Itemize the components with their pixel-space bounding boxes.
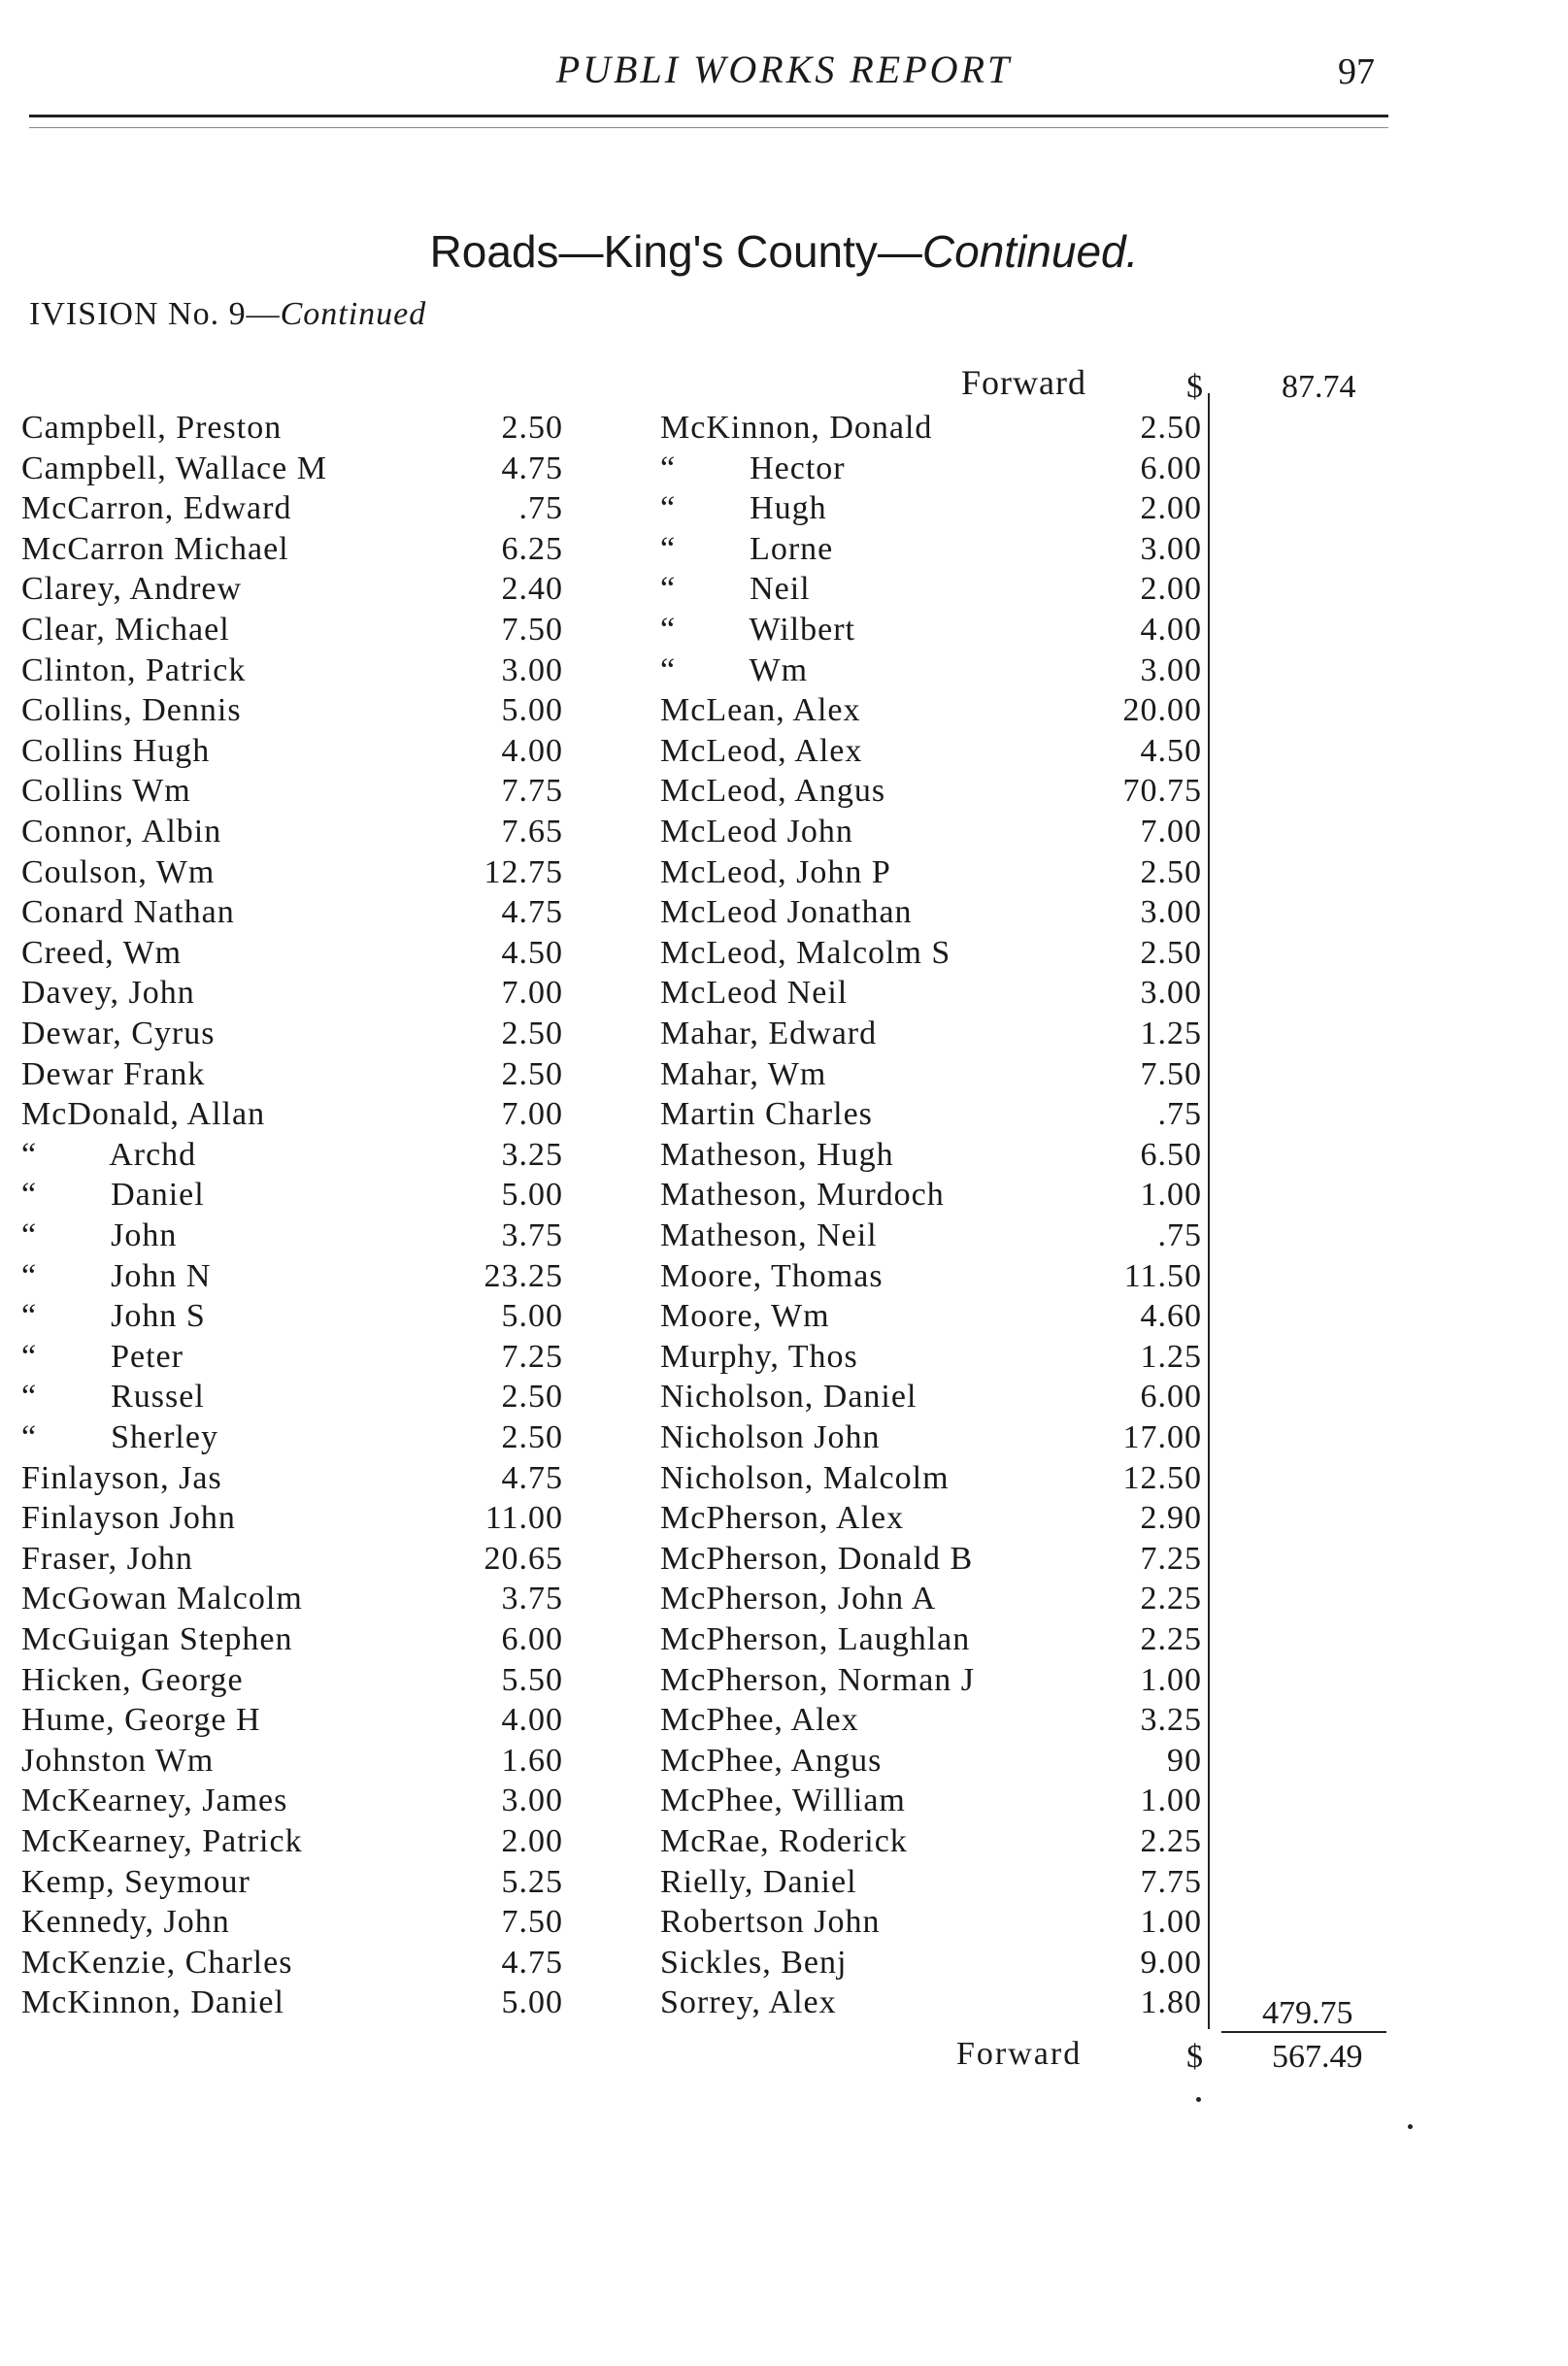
column-subtotal: 479.75 bbox=[1262, 1995, 1353, 2031]
right-name: McPhee, William bbox=[660, 1783, 906, 1819]
left-name: McKearney, James bbox=[21, 1783, 288, 1819]
right-name: McKinnon, Donald bbox=[660, 410, 933, 446]
right-name: Moore, Thomas bbox=[660, 1257, 884, 1294]
right-amount: 1.25 bbox=[1140, 1016, 1202, 1051]
left-amount: 5.00 bbox=[501, 1298, 563, 1335]
left-name: Hume, George H bbox=[21, 1702, 261, 1739]
section-title-italic: Continued. bbox=[921, 226, 1139, 277]
section-title bbox=[0, 225, 1568, 278]
left-name: Clear, Michael bbox=[21, 612, 230, 648]
right-name: Nicholson John bbox=[660, 1419, 881, 1455]
right-name: Sorrey, Alex bbox=[660, 1984, 837, 2021]
right-name: “ Neil bbox=[660, 571, 811, 608]
left-name: Dewar, Cyrus bbox=[21, 1016, 216, 1051]
left-name: Clarey, Andrew bbox=[21, 571, 243, 608]
left-amount: 7.00 bbox=[501, 975, 563, 1012]
amount-column-rule bbox=[1208, 393, 1210, 2029]
left-amount: 5.00 bbox=[501, 1984, 563, 2021]
header-rule bbox=[29, 115, 1388, 117]
right-amount: .75 bbox=[1157, 1217, 1202, 1253]
right-name: McPherson, Donald B bbox=[660, 1540, 974, 1577]
right-amount: 6.00 bbox=[1140, 1379, 1202, 1416]
print-speck bbox=[1196, 2097, 1201, 2102]
forward-bottom-label: Forward bbox=[956, 2036, 1083, 2072]
right-name: McPherson, Alex bbox=[660, 1500, 905, 1537]
division-label: IVISION No. 9— bbox=[29, 296, 281, 332]
left-amount: .75 bbox=[518, 490, 563, 527]
left-amount: 4.00 bbox=[501, 1702, 563, 1739]
left-amount: 11.00 bbox=[484, 1500, 563, 1537]
left-amount: 12.75 bbox=[484, 853, 563, 890]
left-name: Hicken, George bbox=[21, 1661, 244, 1698]
left-amount: 2.50 bbox=[501, 1419, 563, 1455]
right-name: Murphy, Thos bbox=[660, 1338, 858, 1375]
right-amount: 2.90 bbox=[1140, 1500, 1202, 1537]
right-amount: 2.50 bbox=[1140, 853, 1202, 890]
right-amount: 6.00 bbox=[1140, 450, 1202, 486]
right-amount: 7.50 bbox=[1140, 1055, 1202, 1092]
right-amount: 1.00 bbox=[1140, 1904, 1202, 1941]
left-amount: 7.65 bbox=[501, 814, 563, 850]
left-name: Conard Nathan bbox=[21, 894, 235, 931]
right-amount: 1.00 bbox=[1140, 1783, 1202, 1819]
left-name: Davey, John bbox=[21, 975, 195, 1012]
left-name: Kemp, Seymour bbox=[21, 1863, 250, 1900]
right-amount: 2.25 bbox=[1140, 1581, 1202, 1617]
left-name: “ Peter bbox=[21, 1338, 183, 1375]
left-name: Campbell, Preston bbox=[21, 410, 283, 446]
right-name: Nicholson, Malcolm bbox=[660, 1459, 950, 1496]
right-name: Matheson, Hugh bbox=[660, 1136, 894, 1173]
right-amount: 70.75 bbox=[1122, 773, 1202, 810]
left-name: Dewar Frank bbox=[21, 1055, 206, 1092]
left-name: McKenzie, Charles bbox=[21, 1944, 293, 1981]
left-name: Johnston Wm bbox=[21, 1742, 215, 1779]
left-name: Coulson, Wm bbox=[21, 853, 216, 890]
left-amount: 20.65 bbox=[484, 1540, 563, 1577]
right-amount: 7.00 bbox=[1140, 814, 1202, 850]
left-amount: 7.25 bbox=[501, 1338, 563, 1375]
header-rule-thin bbox=[29, 127, 1388, 128]
subtotal-rule bbox=[1221, 2031, 1386, 2033]
right-amount: 3.25 bbox=[1140, 1702, 1202, 1739]
division-heading bbox=[29, 296, 426, 333]
right-name: Sickles, Benj bbox=[660, 1944, 848, 1981]
left-name: “ John S bbox=[21, 1298, 206, 1335]
right-amount: 4.60 bbox=[1140, 1298, 1202, 1335]
right-name: Mahar, Edward bbox=[660, 1016, 878, 1051]
print-speck bbox=[1408, 2124, 1413, 2129]
left-name: McGuigan Stephen bbox=[21, 1621, 293, 1657]
right-name: Moore, Wm bbox=[660, 1298, 830, 1335]
left-amount: 3.25 bbox=[501, 1136, 563, 1173]
section-title-main: Roads—King's County— bbox=[429, 226, 922, 277]
right-name: “ Wm bbox=[660, 651, 809, 688]
right-amount: 12.50 bbox=[1122, 1459, 1202, 1496]
right-name: Martin Charles bbox=[660, 1096, 873, 1133]
left-name: Kennedy, John bbox=[21, 1904, 230, 1941]
right-name: McLeod Jonathan bbox=[660, 894, 913, 931]
right-name: McLeod, Alex bbox=[660, 732, 863, 769]
right-amount: 3.00 bbox=[1140, 530, 1202, 567]
left-amount: 4.75 bbox=[501, 1459, 563, 1496]
right-amount: 2.25 bbox=[1140, 1823, 1202, 1859]
right-name: “ Hector bbox=[660, 450, 846, 486]
left-amount: 5.25 bbox=[501, 1863, 563, 1900]
left-name: McDonald, Allan bbox=[21, 1096, 266, 1133]
left-name: “ John bbox=[21, 1217, 178, 1253]
right-amount: 90 bbox=[1167, 1742, 1202, 1779]
right-name: Nicholson, Daniel bbox=[660, 1379, 917, 1416]
left-amount: 3.00 bbox=[501, 651, 563, 688]
left-name: “ Archd bbox=[21, 1136, 197, 1173]
forward-top-amount: 87.74 bbox=[1282, 369, 1356, 405]
right-name: McRae, Roderick bbox=[660, 1823, 908, 1859]
right-name: “ Wilbert bbox=[660, 612, 855, 648]
left-name: “ Russel bbox=[21, 1379, 205, 1416]
right-amount: 2.50 bbox=[1140, 934, 1202, 971]
left-name: McCarron, Edward bbox=[21, 490, 292, 527]
left-amount: 4.00 bbox=[501, 732, 563, 769]
right-name: Robertson John bbox=[660, 1904, 881, 1941]
forward-top-currency: $ bbox=[1186, 369, 1203, 405]
right-amount: 4.00 bbox=[1140, 612, 1202, 648]
left-name: McCarron Michael bbox=[21, 530, 289, 567]
left-name: Fraser, John bbox=[21, 1540, 193, 1577]
left-amount: 7.50 bbox=[501, 612, 563, 648]
left-name: Collins Wm bbox=[21, 773, 191, 810]
right-amount: 1.80 bbox=[1140, 1984, 1202, 2021]
left-name: Campbell, Wallace M bbox=[21, 450, 327, 486]
right-name: McPhee, Alex bbox=[660, 1702, 859, 1739]
right-amount: 1.00 bbox=[1140, 1661, 1202, 1698]
left-amount: 2.00 bbox=[501, 1823, 563, 1859]
right-amount: 17.00 bbox=[1122, 1419, 1202, 1455]
left-name: McGowan Malcolm bbox=[21, 1581, 303, 1617]
left-amount: 2.40 bbox=[501, 571, 563, 608]
right-amount: 7.25 bbox=[1140, 1540, 1202, 1577]
left-name: McKinnon, Daniel bbox=[21, 1984, 284, 2021]
left-amount: 2.50 bbox=[501, 410, 563, 446]
right-name: McPherson, John A bbox=[660, 1581, 937, 1617]
left-amount: 7.00 bbox=[501, 1096, 563, 1133]
right-amount: 4.50 bbox=[1140, 732, 1202, 769]
left-amount: 6.25 bbox=[501, 530, 563, 567]
left-name: “ Sherley bbox=[21, 1419, 218, 1455]
left-name: Connor, Albin bbox=[21, 814, 222, 850]
left-amount: 4.75 bbox=[501, 450, 563, 486]
right-amount: 9.00 bbox=[1140, 1944, 1202, 1981]
right-amount: 6.50 bbox=[1140, 1136, 1202, 1173]
left-amount: 5.00 bbox=[501, 1177, 563, 1214]
right-name: “ Hugh bbox=[660, 490, 827, 527]
left-name: Clinton, Patrick bbox=[21, 651, 247, 688]
forward-bottom-amount: 567.49 bbox=[1272, 2039, 1363, 2075]
right-amount: .75 bbox=[1157, 1096, 1202, 1133]
left-amount: 4.75 bbox=[501, 894, 563, 931]
right-name: Matheson, Neil bbox=[660, 1217, 878, 1253]
left-amount: 7.50 bbox=[501, 1904, 563, 1941]
running-head: PUBLI WORKS REPORT bbox=[555, 48, 1013, 91]
left-name: Collins Hugh bbox=[21, 732, 211, 769]
left-name: “ Daniel bbox=[21, 1177, 205, 1214]
left-amount: 23.25 bbox=[484, 1257, 563, 1294]
left-amount: 2.50 bbox=[501, 1055, 563, 1092]
right-amount: 1.00 bbox=[1140, 1177, 1202, 1214]
right-amount: 2.50 bbox=[1140, 410, 1202, 446]
left-amount: 4.50 bbox=[501, 934, 563, 971]
right-amount: 1.25 bbox=[1140, 1338, 1202, 1375]
left-amount: 7.75 bbox=[501, 773, 563, 810]
left-name: Finlayson John bbox=[21, 1500, 236, 1537]
left-name: Collins, Dennis bbox=[21, 692, 242, 729]
right-name: Matheson, Murdoch bbox=[660, 1177, 945, 1214]
right-amount: 3.00 bbox=[1140, 651, 1202, 688]
right-name: “ Lorne bbox=[660, 530, 834, 567]
left-amount: 2.50 bbox=[501, 1016, 563, 1051]
right-amount: 3.00 bbox=[1140, 894, 1202, 931]
right-amount: 7.75 bbox=[1140, 1863, 1202, 1900]
right-name: McLeod, John P bbox=[660, 853, 891, 890]
right-name: McPherson, Laughlan bbox=[660, 1621, 971, 1657]
left-name: “ John N bbox=[21, 1257, 212, 1294]
right-name: Rielly, Daniel bbox=[660, 1863, 857, 1900]
right-name: McLeod, Malcolm S bbox=[660, 934, 951, 971]
left-amount: 3.75 bbox=[501, 1581, 563, 1617]
forward-top-label: Forward bbox=[961, 363, 1086, 402]
right-amount: 2.00 bbox=[1140, 490, 1202, 527]
right-name: McLean, Alex bbox=[660, 692, 861, 729]
division-continued: Continued bbox=[280, 296, 427, 332]
left-amount: 2.50 bbox=[501, 1379, 563, 1416]
right-amount: 20.00 bbox=[1122, 692, 1202, 729]
right-name: McPhee, Angus bbox=[660, 1742, 883, 1779]
left-amount: 6.00 bbox=[501, 1621, 563, 1657]
left-name: McKearney, Patrick bbox=[21, 1823, 303, 1859]
right-amount: 3.00 bbox=[1140, 975, 1202, 1012]
right-amount: 2.25 bbox=[1140, 1621, 1202, 1657]
right-name: McLeod, Angus bbox=[660, 773, 886, 810]
right-name: McLeod Neil bbox=[660, 975, 849, 1012]
page-number: 97 bbox=[1338, 51, 1375, 92]
right-name: McLeod John bbox=[660, 814, 853, 850]
left-amount: 4.75 bbox=[501, 1944, 563, 1981]
right-name: Mahar, Wm bbox=[660, 1055, 827, 1092]
right-amount: 11.50 bbox=[1123, 1257, 1202, 1294]
left-amount: 3.00 bbox=[501, 1783, 563, 1819]
forward-bottom-currency: $ bbox=[1186, 2039, 1203, 2075]
left-name: Creed, Wm bbox=[21, 934, 183, 971]
left-amount: 5.00 bbox=[501, 692, 563, 729]
left-name: Finlayson, Jas bbox=[21, 1459, 222, 1496]
left-amount: 3.75 bbox=[501, 1217, 563, 1253]
right-name: McPherson, Norman J bbox=[660, 1661, 976, 1698]
left-amount: 1.60 bbox=[501, 1742, 563, 1779]
right-amount: 2.00 bbox=[1140, 571, 1202, 608]
left-amount: 5.50 bbox=[501, 1661, 563, 1698]
